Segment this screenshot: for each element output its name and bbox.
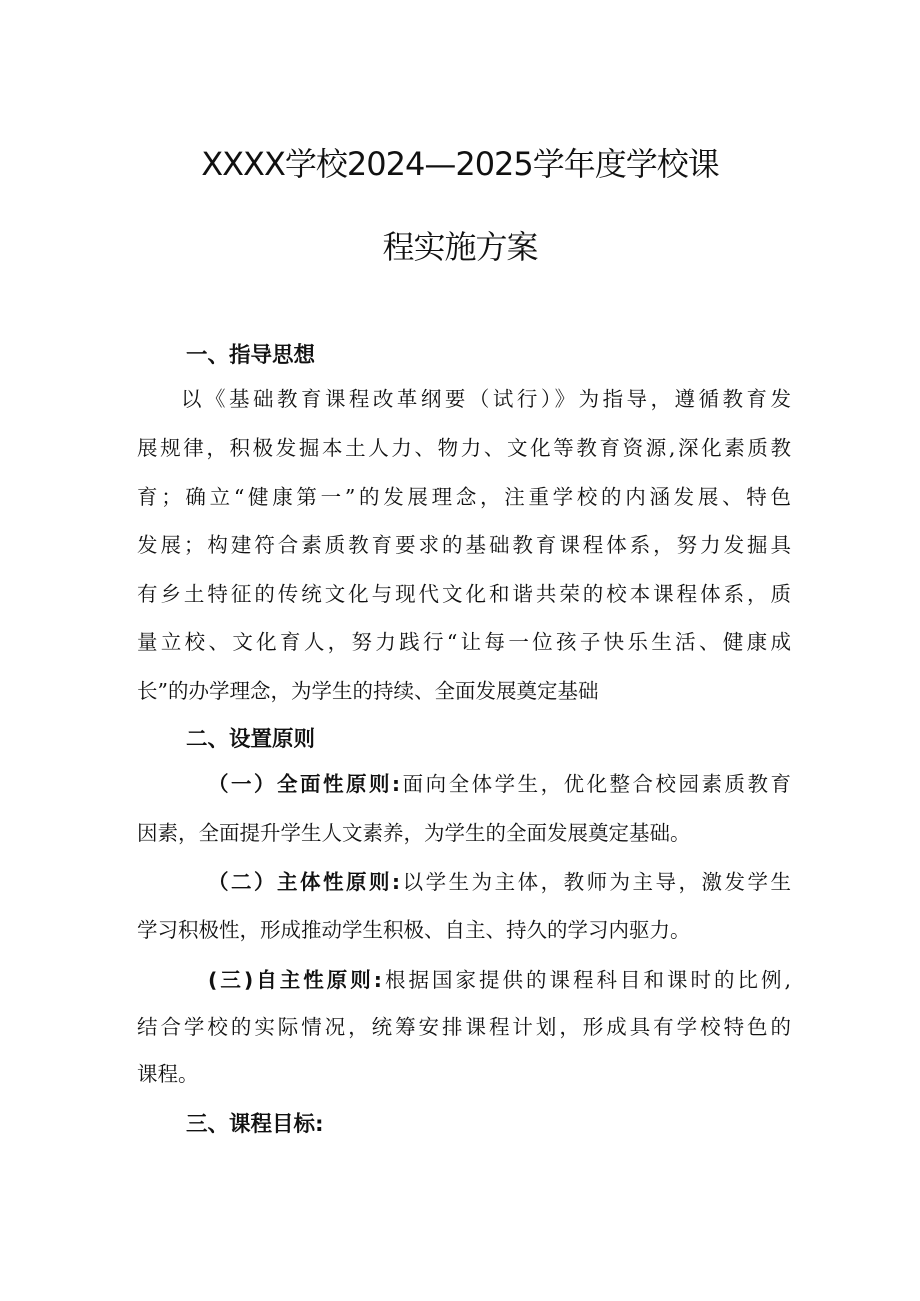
section-1-line-2: 展规律，积极发掘本土人力、物力、文化等教育资源,深化素质教: [137, 436, 791, 460]
principle-3-line-1: [208, 966, 791, 994]
principle-2-line-1: [208, 868, 791, 896]
section-1-line-1: 以《基础教育课程改革纲要（试行）》为指导，遵循教育发: [181, 387, 791, 411]
principle-2-line-2: 学习积极性，形成推动学生积极、自主、持久的学习内驱力。: [137, 918, 691, 942]
principle-1-text: 面向全体学生，优化整合校园素质教育: [400, 772, 792, 796]
principle-1-label: （一）全面性原则:: [208, 772, 401, 796]
section-1-heading: 一、指导思想: [186, 343, 316, 368]
section-2-heading: 二、设置原则: [186, 727, 316, 752]
principle-3-label: (三)自主性原则:: [208, 968, 382, 992]
section-1-line-3: 育；确立“健康第一”的发展理念，注重学校的内涵发展、特色: [137, 485, 791, 509]
principle-1-line-2: 因素，全面提升学生人文素养，为学生的全面发展奠定基础。: [137, 821, 691, 845]
section-1-line-6: 量立校、文化育人，努力践行“让每一位孩子快乐生活、健康成: [137, 630, 791, 654]
principle-3-line-2: 结合学校的实际情况，统筹安排课程计划，形成具有学校特色的: [137, 1015, 791, 1039]
section-1-line-4: 发展；构建符合素质教育要求的基础教育课程体系，努力发掘具: [137, 533, 791, 557]
document-title-line-2: 程实施方案: [382, 228, 538, 266]
principle-1-line-1: [208, 770, 791, 798]
section-1-line-5: 有乡土特征的传统文化与现代文化和谐共荣的校本课程体系，质: [137, 582, 791, 606]
section-3-heading: 三、课程目标:: [186, 1112, 324, 1137]
principle-3-text: 根据国家提供的课程科目和课时的比例,: [381, 968, 792, 992]
principle-2-label: （二）主体性原则:: [208, 870, 401, 894]
principle-2-text: 以学生为主体，教师为主导，激发学生: [400, 870, 792, 894]
section-1-line-7: 长”的办学理念，为学生的持续、全面发展奠定基础: [137, 679, 599, 703]
document-title-line-1: XXXX学校2024—2025学年度学校课: [201, 145, 719, 183]
principle-3-line-3: 课程。: [137, 1062, 199, 1086]
